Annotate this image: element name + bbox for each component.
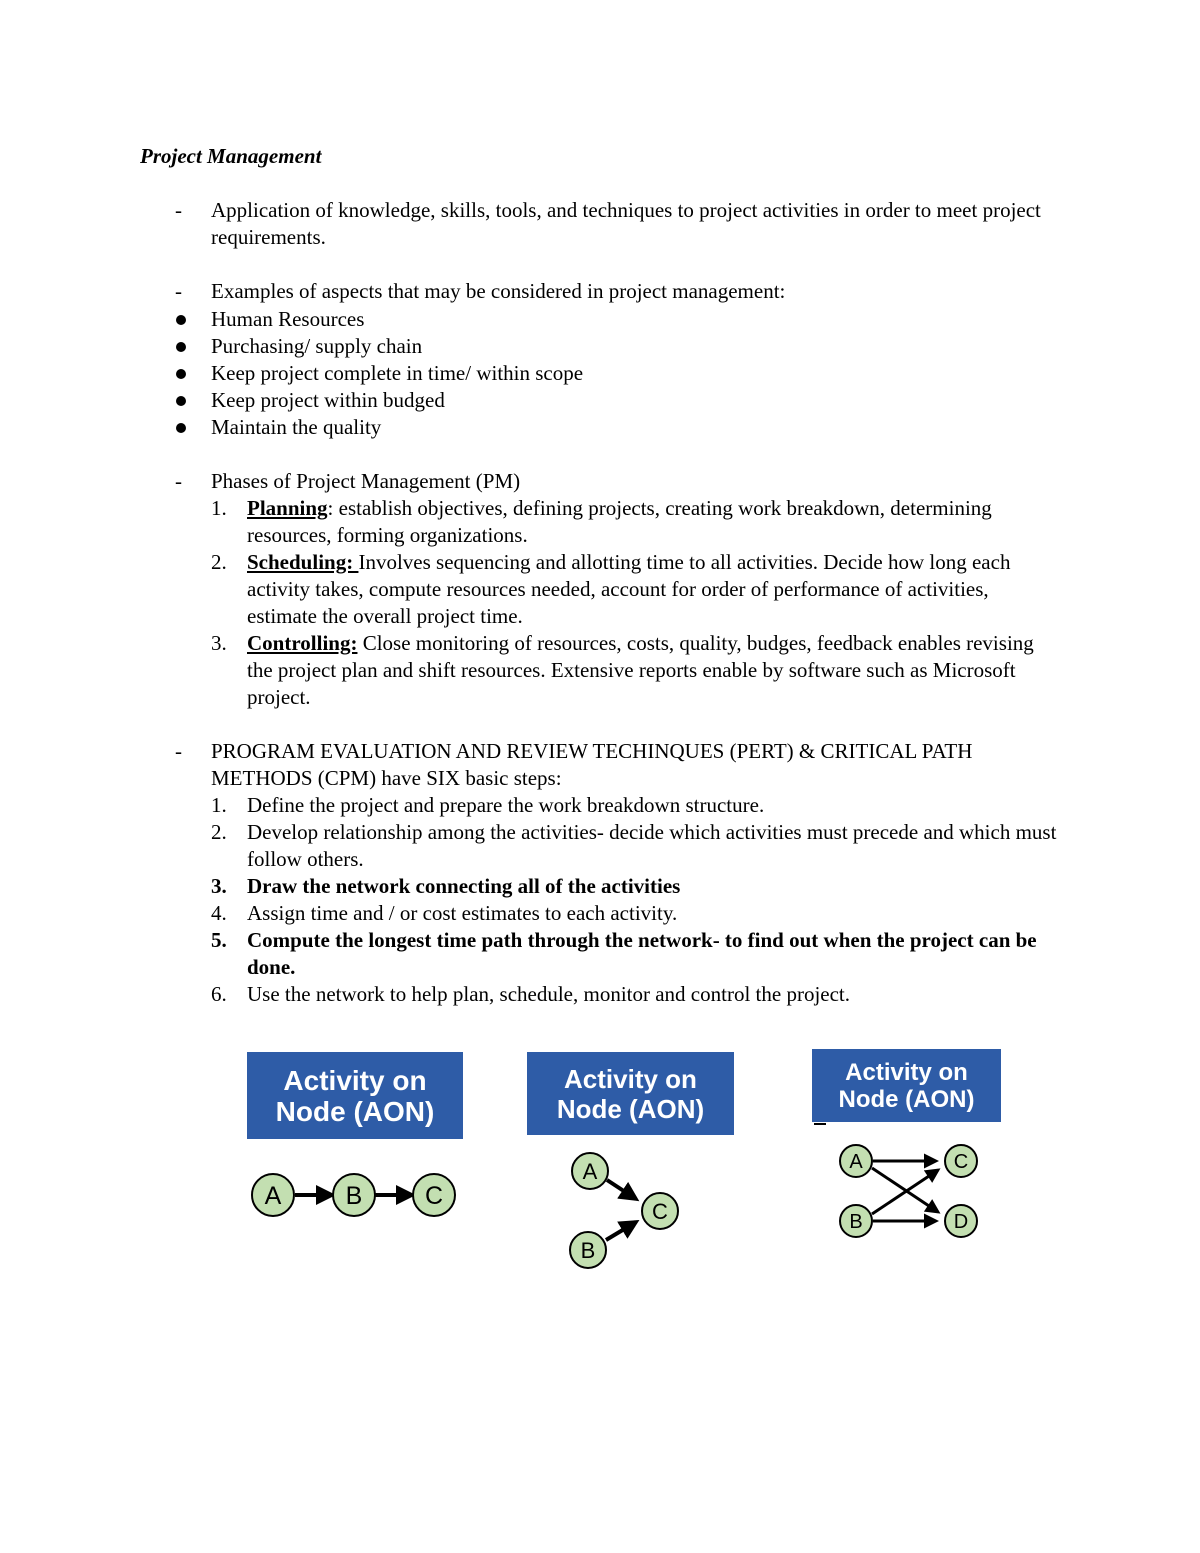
node-a <box>840 1145 872 1177</box>
phase-item-scheduling: 2. Scheduling: Involves sequencing and allotting time to all activities. Decide how long each activity takes, compute resources needed, account for order of performance of activities, estimate the overall project time. <box>211 550 1011 628</box>
page-title: Project Management <box>140 144 322 168</box>
list-item: Human Resources <box>175 306 1055 333</box>
node-b <box>840 1205 872 1237</box>
aon-title-box-3: Activity on Node (AON) <box>812 1049 1001 1122</box>
phase-term: Planning <box>247 496 328 520</box>
list-item: Maintain the quality <box>175 414 1055 441</box>
pert-intro-text: PROGRAM EVALUATION AND REVIEW TECHINQUES (PERT) & CRITICAL PATH METHODS (CPM) have SIX basic steps: <box>211 739 973 790</box>
arrow-a-d <box>872 1168 938 1212</box>
aspects-intro-text: Examples of aspects that may be considered in project management: <box>211 279 786 303</box>
phase-item-controlling: 3. Controlling: Close monitoring of resources, costs, quality, budges, feedback enables revising the project plan and shift resources. Extensive reports enable by software such as Microsoft project. <box>211 631 1034 709</box>
arrow-b-c <box>606 1222 636 1240</box>
phase-term: Controlling: <box>247 631 358 655</box>
svg-text:B: B <box>849 1211 863 1233</box>
node-c <box>413 1174 455 1216</box>
list-item: 4. Assign time and / or cost estimates to each activity. <box>211 901 678 925</box>
node-a <box>252 1174 294 1216</box>
phases-intro-text: Phases of Project Management (PM) <box>211 469 521 493</box>
definition-text: Application of knowledge, skills, tools, and techniques to project activities in order to meet project requirements. <box>211 198 1041 249</box>
dash-marker: - <box>175 279 182 303</box>
svg-text:A: A <box>849 1151 863 1173</box>
svg-text:C: C <box>652 1199 668 1224</box>
dash-marker: - <box>175 469 182 493</box>
list-item: 5. Compute the longest time path through the network- to find out when the project can be done. <box>211 928 1037 979</box>
arrow-b-c <box>872 1170 938 1214</box>
list-item: Purchasing/ supply chain <box>175 333 1055 360</box>
arrow-a-c <box>607 1180 636 1199</box>
list-item: Keep project complete in time/ within scope <box>175 360 1055 387</box>
node-b <box>333 1174 375 1216</box>
list-item: Keep project within budged <box>175 387 1055 414</box>
svg-text:A: A <box>582 1159 598 1184</box>
aon-title-box-2: Activity on Node (AON) <box>527 1052 734 1135</box>
svg-text:C: C <box>953 1151 969 1173</box>
node-d <box>945 1205 977 1237</box>
svg-text:A: A <box>264 1182 282 1210</box>
node-c <box>642 1193 678 1229</box>
dash-marker: - <box>175 198 182 222</box>
svg-text:C: C <box>424 1182 444 1210</box>
node-a <box>572 1153 608 1189</box>
aon-title-box-1: Activity on Node (AON) <box>247 1052 463 1139</box>
node-c <box>945 1145 977 1177</box>
phase-item-planning: 1. Planning: establish objectives, defining projects, creating work breakdown, determining resources, forming organizations. <box>211 496 992 547</box>
node-b <box>570 1232 606 1268</box>
list-item: 3. Draw the network connecting all of the activities <box>211 874 681 898</box>
list-item: 2. Develop relationship among the activities- decide which activities must precede and which must follow others. <box>211 820 1057 871</box>
list-item: 1. Define the project and prepare the work breakdown structure. <box>211 793 765 817</box>
svg-text:B: B <box>580 1238 596 1263</box>
svg-text:B: B <box>345 1182 363 1210</box>
svg-text:D: D <box>953 1211 969 1233</box>
dash-marker: - <box>175 739 182 763</box>
list-item: 6. Use the network to help plan, schedule, monitor and control the project. <box>211 982 851 1006</box>
phase-term: Scheduling: <box>247 550 359 574</box>
